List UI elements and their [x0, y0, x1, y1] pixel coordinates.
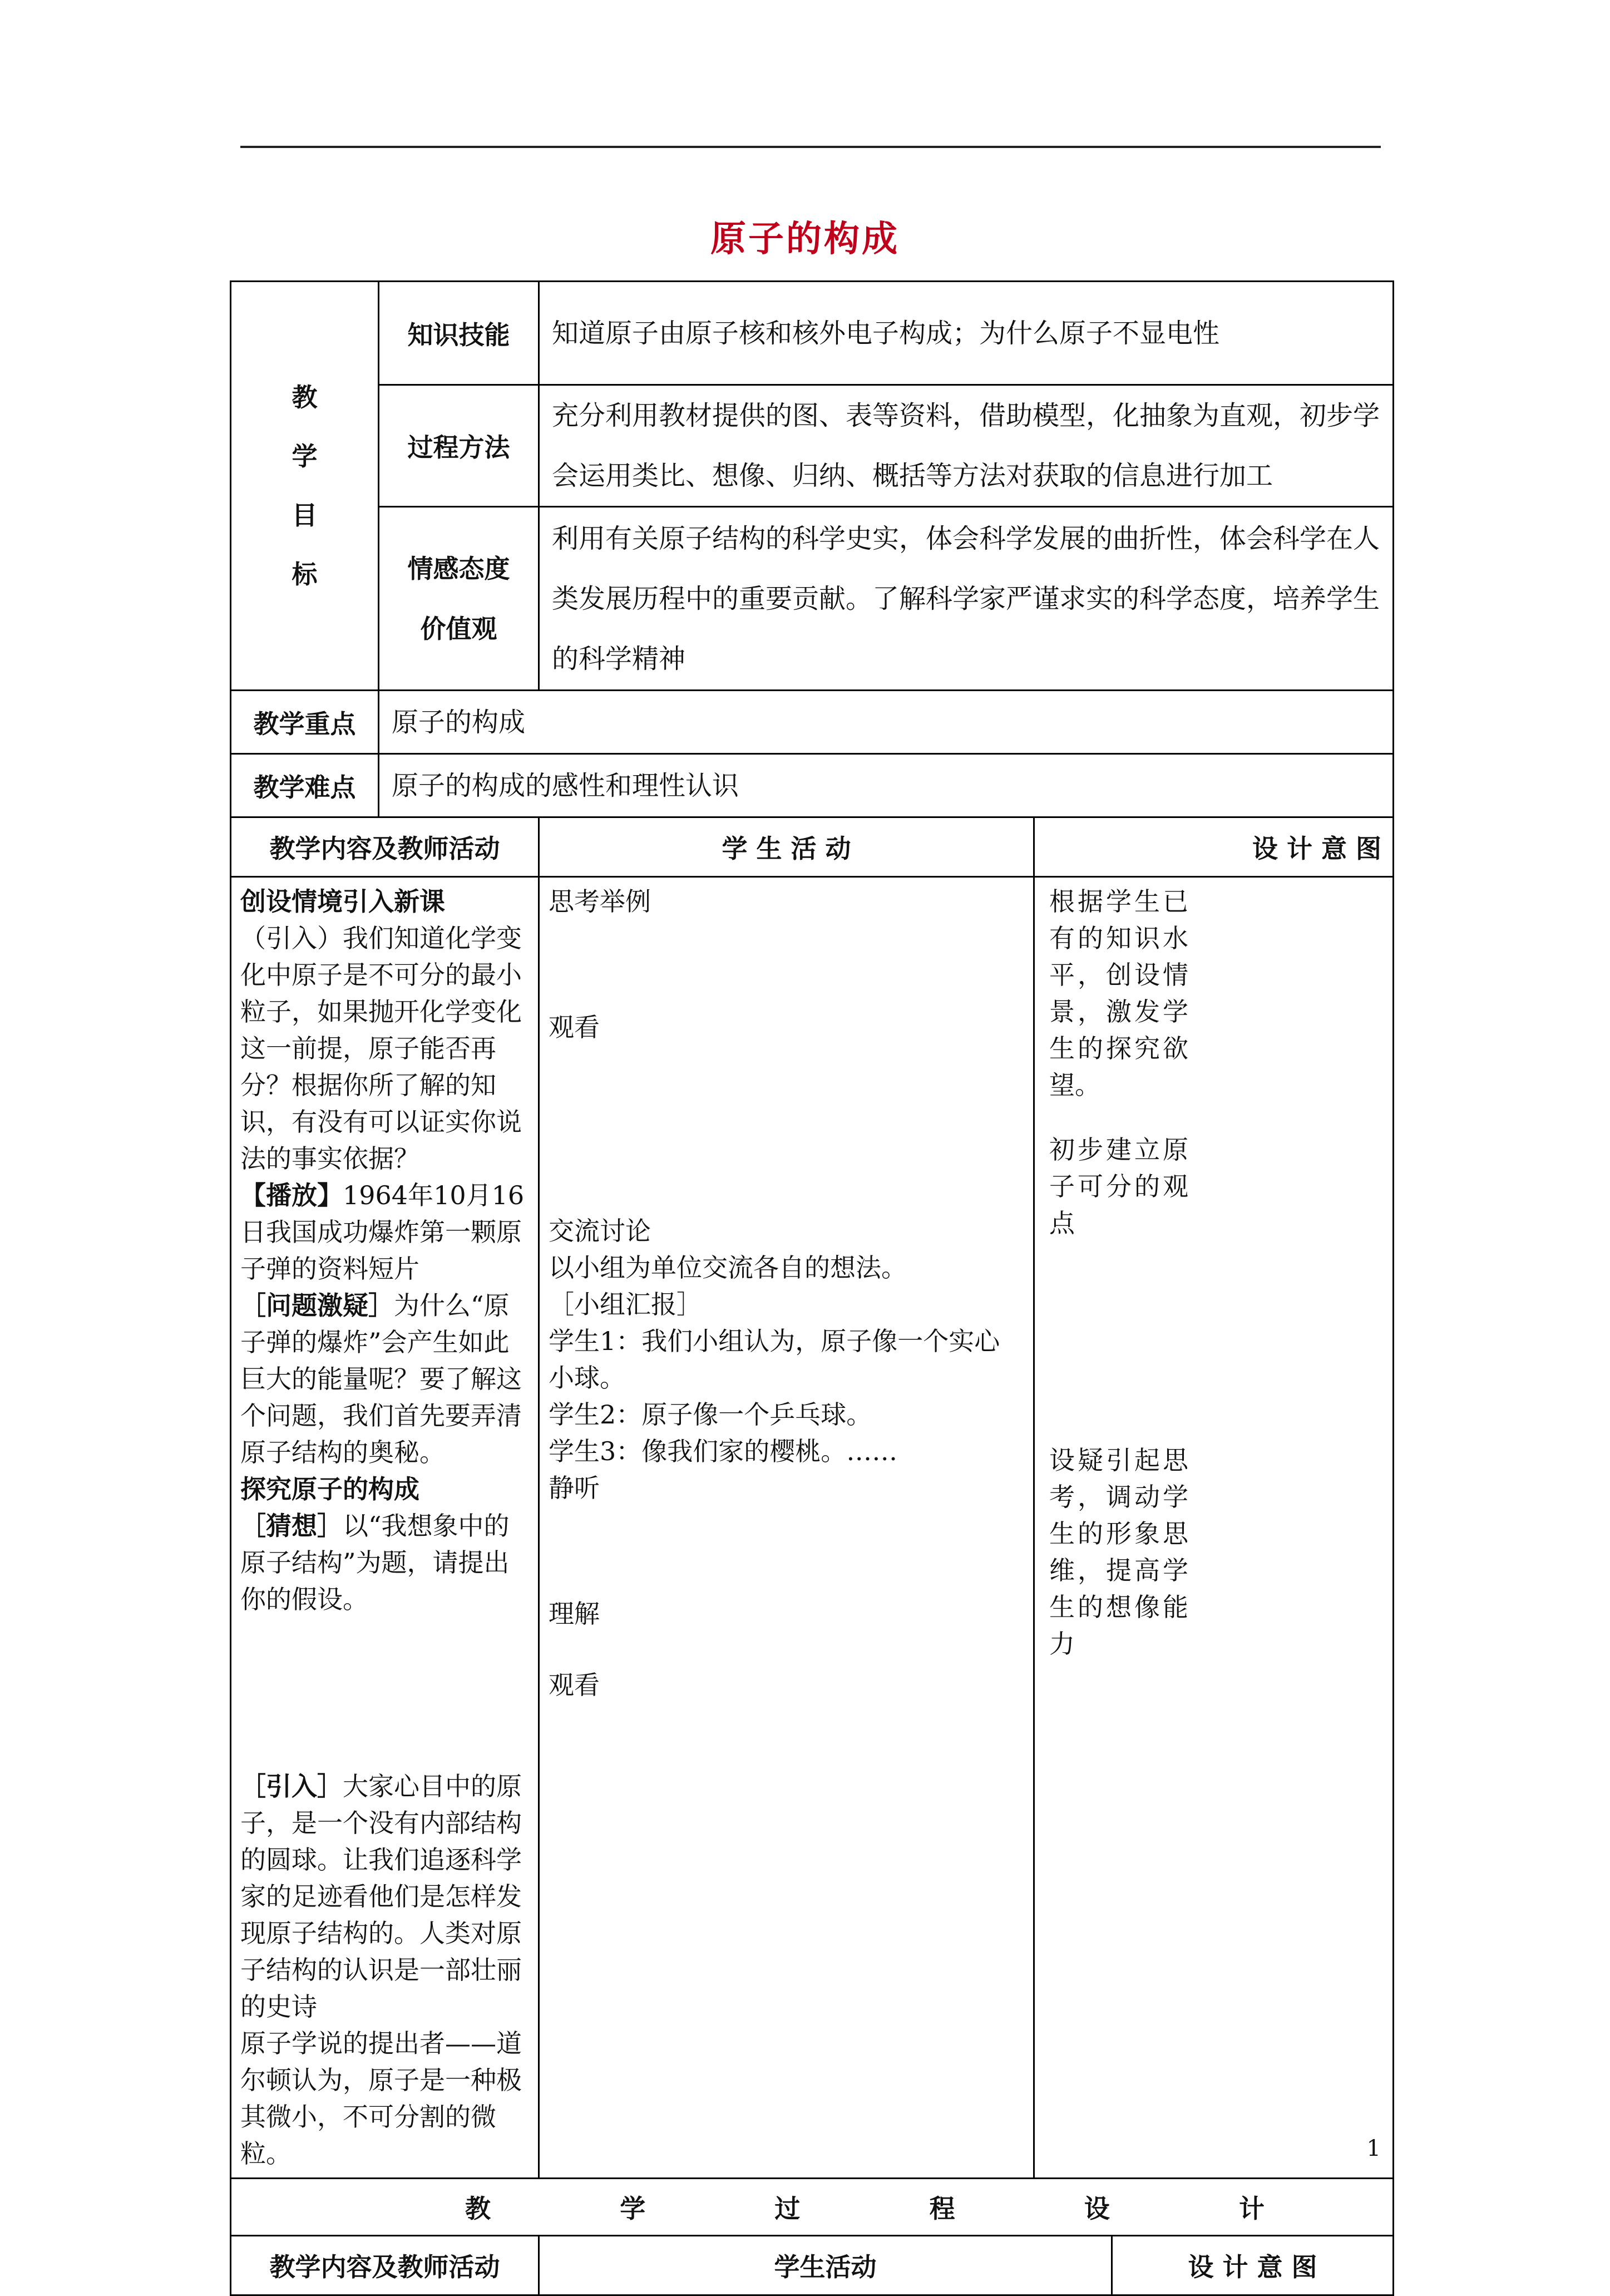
difficulty-text: 原子的构成的感性和理性认识: [379, 754, 1394, 817]
student-item: 静听: [549, 1473, 600, 1503]
teacher-paragraph: （引入）我们知道化学变化中原子是不可分的最小粒子，如果抛开化学变化这一前提，原子能否再分？根据你所了解的知识，有没有可以证实你说法的事实依据？: [240, 923, 522, 1174]
document-title: 原子的构成: [710, 219, 900, 260]
design-intent-cell: [1034, 877, 1394, 2179]
key-point-text: 原子的构成: [379, 691, 1394, 754]
intent-item: 初步建立原子可分的观点: [1049, 1135, 1188, 1238]
header-student: 学 生 活 动: [539, 817, 1034, 877]
student-item: 交流讨论: [549, 1216, 651, 1246]
objective-row-knowledge: [231, 282, 1394, 385]
teacher-paragraph: 原子学说的提出者——道尔顿认为，原子是一种极其微小，不可分割的微粒。: [240, 2028, 522, 2169]
footer-header-student: 学生活动: [539, 2236, 1112, 2295]
student-item: 理解: [549, 1599, 600, 1629]
student-activity-cell: [539, 877, 1034, 2179]
objective-row-process: [231, 385, 1394, 507]
header-rule: [240, 146, 1381, 148]
activity-header-row: [231, 817, 1394, 877]
objective-text-process: 充分利用教材提供的图、表等资料，借助模型，化抽象为直观，初步学会运用类比、想像、归纳、概括等方法对获取的信息进行加工: [539, 385, 1394, 507]
page-number: 1: [1366, 2136, 1381, 2161]
section-heading-explore: 探究原子的构成: [240, 1474, 419, 1504]
intent-item: 根据学生已有的知识水平，创设情景，激发学生的探究欲望。: [1049, 886, 1188, 1100]
section-heading-intro: 创设情境引入新课: [240, 886, 445, 917]
intent-item: 设疑引起思考，调动学生的形象思维，提高学生的想像能力: [1049, 1445, 1188, 1659]
header-intent: 设 计 意 图: [1034, 817, 1394, 877]
process-design-row: [231, 2179, 1394, 2236]
objectives-group-label: 教 学 目 标: [231, 282, 379, 691]
student-item: 思考举例: [549, 886, 651, 917]
objective-label-knowledge: 知识技能: [379, 282, 539, 385]
objective-text-knowledge: 知道原子由原子核和核外电子构成；为什么原子不显电性: [539, 282, 1394, 385]
student-item: 观看: [549, 1012, 600, 1042]
teacher-activity-cell: [231, 877, 539, 2179]
difficulty-row: [231, 754, 1394, 817]
teacher-paragraph: ［引入］大家心目中的原子，是一个没有内部结构的圆球。让我们追逐科学家的足迹看他们是怎样发现原子结构的。人类对原子结构的认识是一部壮丽的史诗: [240, 1771, 522, 2022]
objective-text-attitude: 利用有关原子结构的科学史实，体会科学发展的曲折性，体会科学在人类发展历程中的重要贡献。了解科学家严谨求实的科学态度，培养学生的科学精神: [539, 507, 1394, 691]
student-item: 学生2：原子像一个乒乓球。: [549, 1400, 872, 1430]
student-item: 以小组为单位交流各自的想法。: [549, 1253, 907, 1283]
teacher-paragraph: ［问题激疑］为什么“原子弹的爆炸”会产生如此巨大的能量呢？要了解这个问题，我们首先要弄清原子结构的奥秘。: [240, 1290, 522, 1467]
header-content: 教学内容及教师活动: [231, 817, 539, 877]
objective-row-attitude: [231, 507, 1394, 691]
student-item: 学生1：我们小组认为，原子像一个实心小球。: [549, 1326, 1000, 1393]
footer-header-row: [231, 2236, 1394, 2295]
key-point-label: 教学重点: [231, 691, 379, 754]
key-point-row: [231, 691, 1394, 754]
footer-header-intent: 设 计 意 图: [1112, 2236, 1394, 2295]
student-item: 观看: [549, 1670, 600, 1700]
teacher-paragraph: 【播放】1964年10月16日我国成功爆炸第一颗原子弹的资料短片: [240, 1180, 525, 1284]
objective-label-attitude: 情感态度 价值观: [379, 507, 539, 691]
student-item: ［小组汇报］: [549, 1289, 702, 1319]
difficulty-label: 教学难点: [231, 754, 379, 817]
student-item: 学生3：像我们家的樱桃。……: [549, 1436, 898, 1466]
footer-header-content: 教学内容及教师活动: [231, 2236, 539, 2295]
lesson-plan-table: [230, 280, 1394, 2296]
objective-label-process: 过程方法: [379, 385, 539, 507]
activity-body-row: [231, 877, 1394, 2179]
process-design-heading: 教 学 过 程 设 计: [231, 2179, 1394, 2236]
teacher-paragraph: ［猜想］以“我想象中的原子结构”为题，请提出你的假设。: [240, 1511, 510, 1614]
